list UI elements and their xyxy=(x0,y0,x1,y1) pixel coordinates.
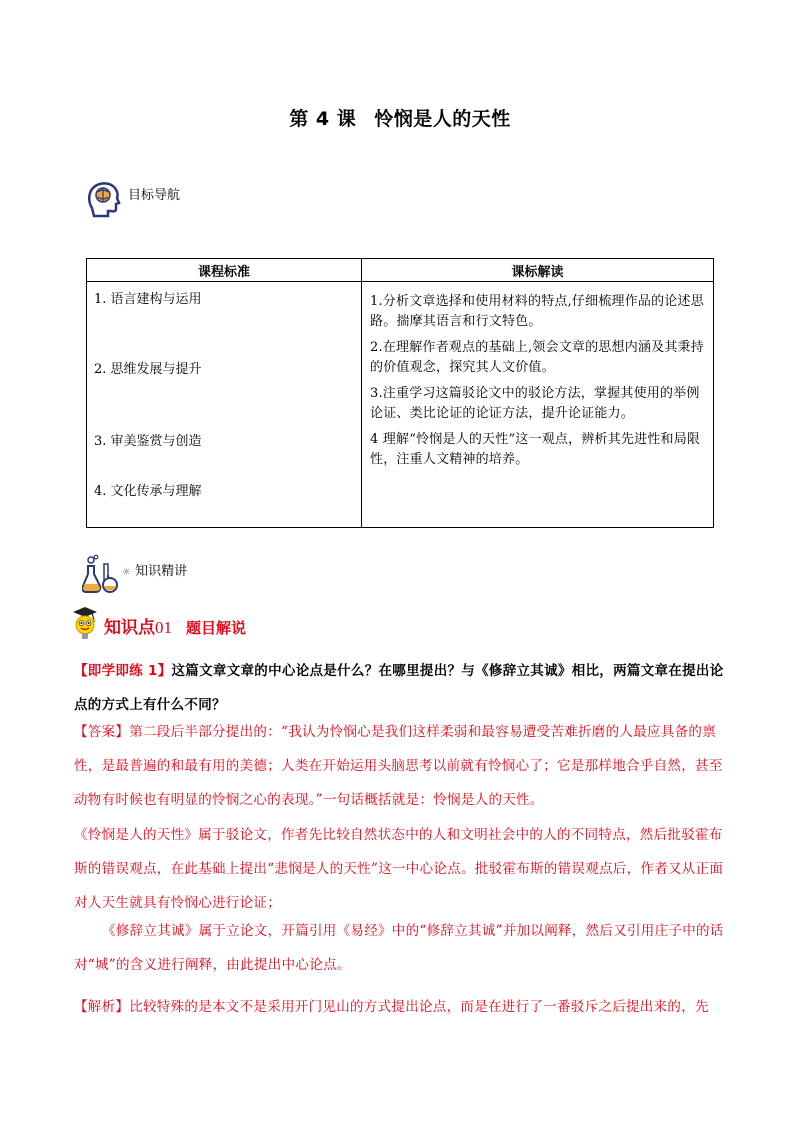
standard-item: 2. 思维发展与提升 xyxy=(94,362,202,377)
interpretation-item: 4 理解“怜悯是人的天性”这一观点，辨析其先进性和局限性，注重人文精神的培养。 xyxy=(370,432,701,467)
interpretation-item: 2.在理解作者观点的基础上,领会文章的思想内涵及其秉持的价值观念，探究其人文价值。 xyxy=(370,340,704,375)
table-row xyxy=(87,282,714,528)
knowledge-point-title: 知识点01 题目解说 xyxy=(104,618,247,638)
knowledge-point-header xyxy=(70,606,246,640)
lab-flask-icon xyxy=(82,554,122,596)
brain-head-icon xyxy=(84,178,124,218)
knowledge-point-subtitle: 题目解说 xyxy=(186,619,247,637)
header-interpretation: 课标解读 xyxy=(362,259,714,282)
question-text: 这篇文章文章的中心论点是什么？在哪里提出？与《修辞立其诚》相比，两篇文章在提出论点的方式上有什么不同？ xyxy=(74,663,724,713)
answer-paragraph: 【答案】第二段后半部分提出的：“我认为怜悯心是我们这样柔弱和最容易遭受苦难折磨的人最应具备的禀性，是最普遍的和最有用的美德；人类在开始运用头脑思考以前就有怜悯心了；它是那样地合乎自然，甚至动物有时候也有明显的怜悯之心的表现。”一句话概括就是：怜悯是人的天性。 xyxy=(74,724,723,808)
sparkle-icon: ☼ xyxy=(122,566,131,578)
target-nav-label: 目标导航 xyxy=(128,187,181,203)
knowledge-header xyxy=(82,554,187,596)
graduate-mascot-icon xyxy=(70,606,100,640)
header-standard: 课程标准 xyxy=(87,259,362,282)
standard-item: 1. 语言建构与运用 xyxy=(94,292,202,307)
analysis-tag: 【解析】 xyxy=(74,999,130,1015)
interpretation-item: 1.分析文章选择和使用材料的特点,仔细梳理作品的论述思路。揣摩其语言和行文特色。 xyxy=(370,294,704,329)
interpretation-item: 3.注重学习这篇驳论文中的驳论方法，掌握其使用的举例论证、类比论证的论证方法，提升论证能力。 xyxy=(370,386,700,421)
answer-tag: 【答案】 xyxy=(74,724,130,740)
answer-paragraph: 《修辞立其诚》属于立论文，开篇引用《易经》中的“修辞立其诚”并加以阐释，然后又引用庄子中的话对“城”的含义进行阐释，由此提出中心论点。 xyxy=(74,923,724,973)
lesson-name: 怜悯是人的天性 xyxy=(374,108,511,130)
standard-item: 3. 审美鉴赏与创造 xyxy=(94,434,202,449)
lesson-number: 第 4 课 xyxy=(289,108,357,130)
question-tag: 【即学即练 1】 xyxy=(74,663,172,679)
standards-column xyxy=(87,282,362,528)
analysis-paragraph: 【解析】比较特殊的是本文不是采用开门见山的方式提出论点，而是在进行了一番驳斥之后提出来的，先 xyxy=(74,999,709,1015)
interpretation-column xyxy=(362,282,714,528)
standards-table xyxy=(86,258,714,528)
target-nav-header xyxy=(84,178,180,218)
practice-question xyxy=(74,654,730,722)
standard-item: 4. 文化传承与理解 xyxy=(94,484,202,499)
table-header-row xyxy=(87,259,714,282)
knowledge-label: ☼ 知识精讲 xyxy=(122,563,188,579)
page-title xyxy=(0,104,800,131)
answer-paragraph: 《怜悯是人的天性》属于驳论文，作者先比较自然状态中的人和文明社会中的人的不同特点，然后批驳霍布斯的错误观点，在此基础上提出“悲悯是人的天性”这一中心论点。批驳霍布斯的错误观点后，作者又从正面对人天生就具有怜悯心进行论证； xyxy=(74,827,724,911)
